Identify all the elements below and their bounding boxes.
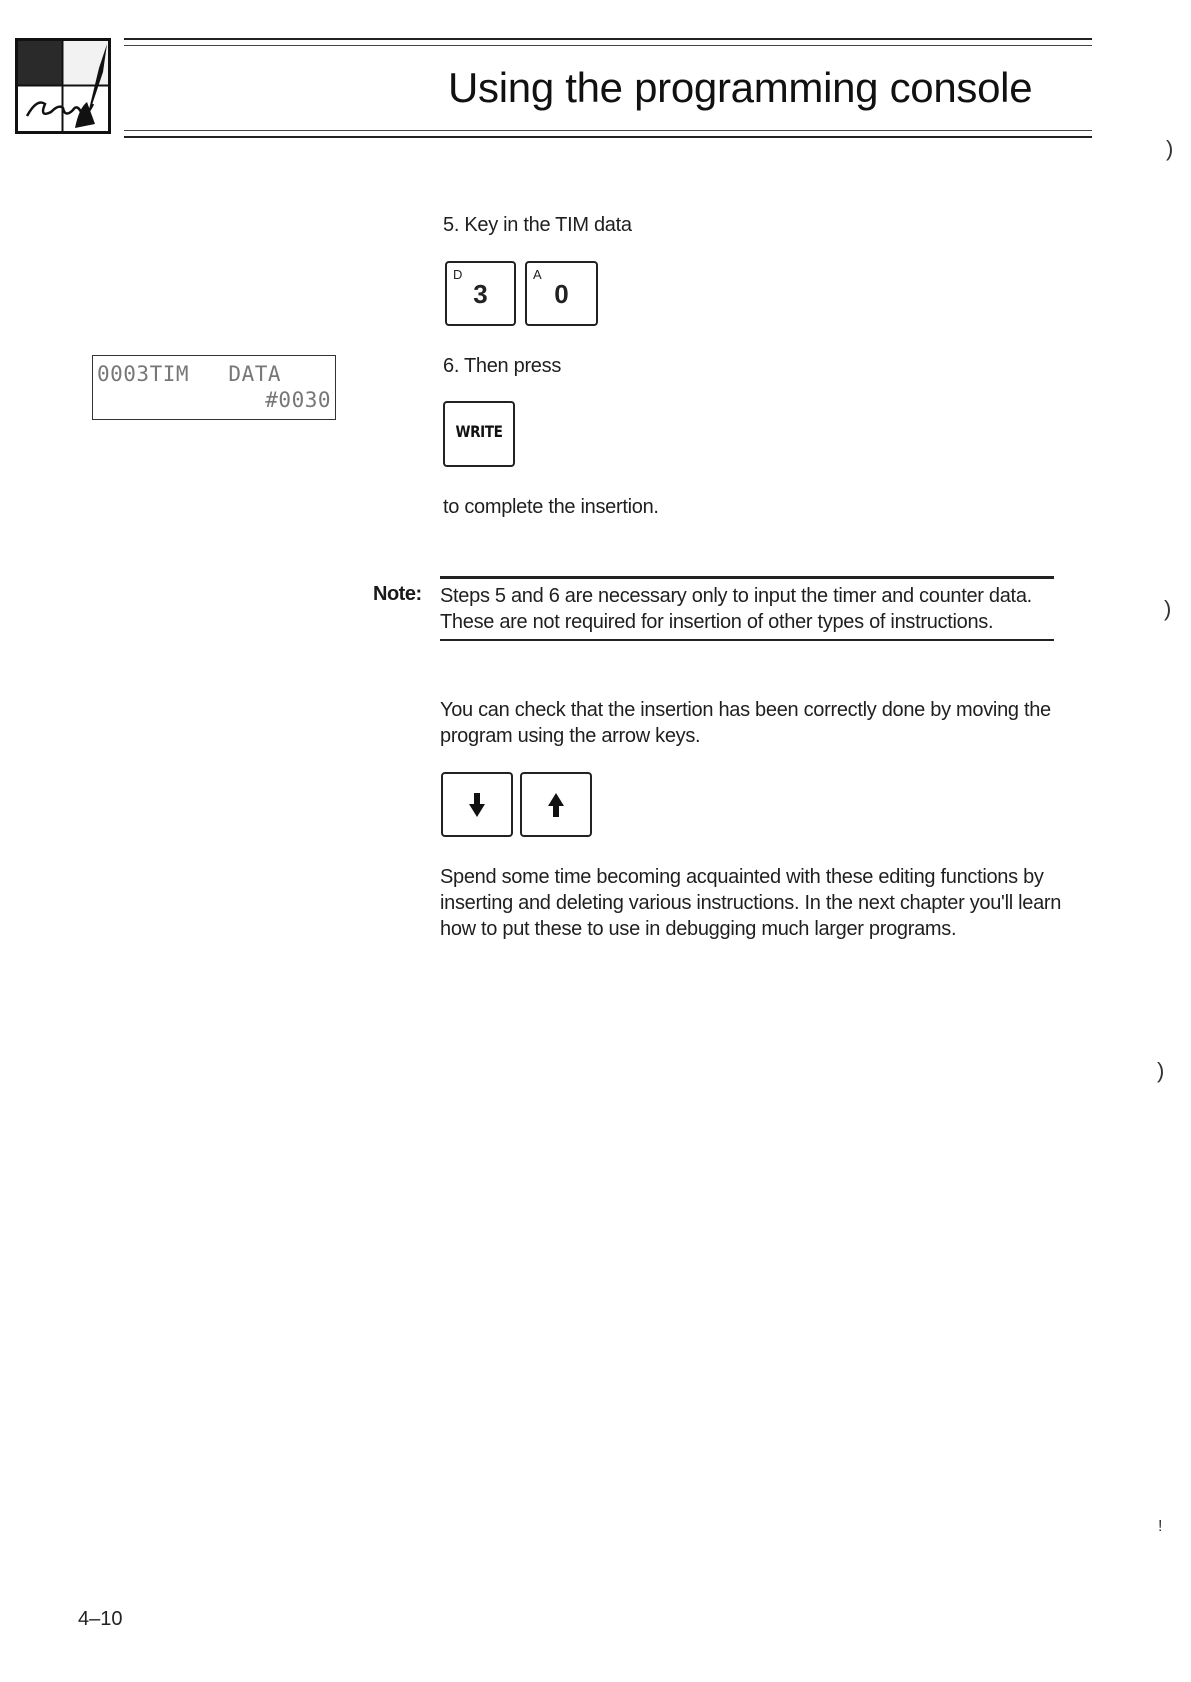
note-rule <box>440 639 1054 641</box>
note-label: Note: <box>373 583 422 605</box>
key-a-0 <box>525 261 598 326</box>
note-text <box>440 583 1060 635</box>
key-corner-label: D <box>453 267 463 282</box>
margin-mark: ) <box>1164 596 1172 621</box>
lcd-display <box>92 355 336 420</box>
note-rule <box>440 576 1054 579</box>
header-rule <box>124 45 1092 46</box>
page-number: 4–10 <box>78 1608 123 1630</box>
write-key-label: WRITE <box>455 422 503 441</box>
margin-mark: ) <box>1157 1058 1165 1083</box>
up-arrow-key <box>520 772 592 837</box>
key-corner-label: A <box>533 267 542 282</box>
key-main-label: 3 <box>473 279 488 309</box>
step-6-text: 6. Then press <box>443 355 562 377</box>
write-key <box>443 401 515 467</box>
margin-mark: ! <box>1158 1518 1163 1535</box>
page-title: Using the programming console <box>448 64 1033 111</box>
lcd-line-2: #0030 <box>265 388 331 412</box>
lcd-line-1: 0003TIM DATA <box>97 362 282 386</box>
header-rule <box>124 136 1092 138</box>
key-main-label: 0 <box>554 279 569 309</box>
header-rule <box>124 38 1092 40</box>
down-arrow-key <box>441 772 513 837</box>
spend-paragraph: Spend some time becoming acquainted with these editing functions by inserting and deleting various instructions. In the next chapter you'll learn how to put these to use in debugging much larger programs. <box>440 866 1062 940</box>
note-line-2: These are not required for insertion of other types of instructions. <box>440 611 994 633</box>
hand-writing-icon <box>15 38 111 134</box>
key-d-3 <box>445 261 516 326</box>
note-line-1: Steps 5 and 6 are necessary only to input the timer and counter data. <box>440 585 1032 607</box>
step-5-text: 5. Key in the TIM data <box>443 214 632 236</box>
complete-text: to complete the insertion. <box>443 496 659 518</box>
header-rule <box>124 130 1092 131</box>
margin-mark: ) <box>1166 136 1174 161</box>
check-paragraph: You can check that the insertion has been correctly done by moving the program using the arrow keys. <box>440 699 1051 747</box>
